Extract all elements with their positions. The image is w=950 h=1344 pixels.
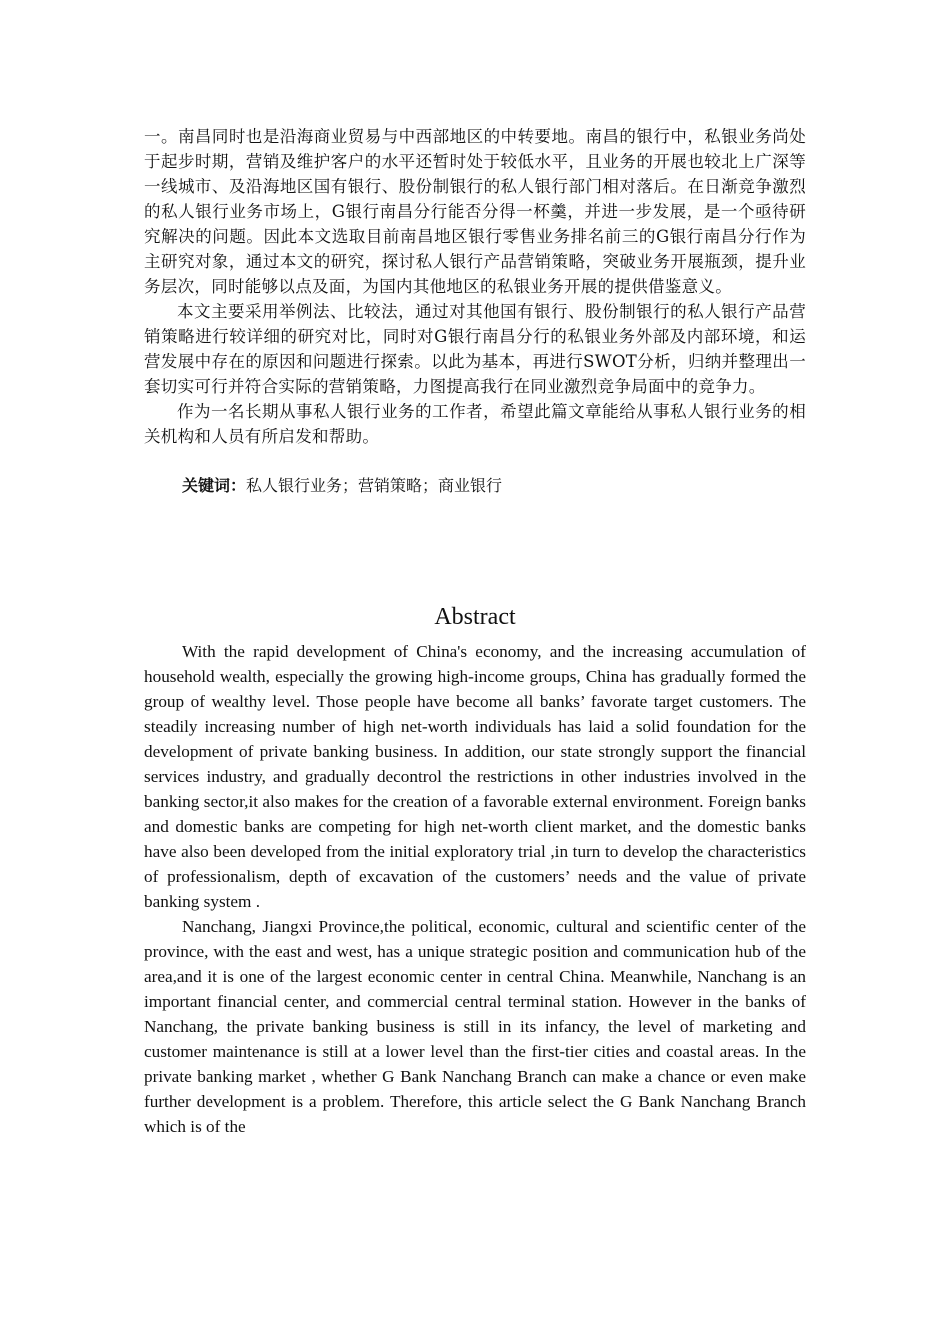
chinese-paragraph-1: 一。南昌同时也是沿海商业贸易与中西部地区的中转要地。南昌的银行中，私银业务尚处于起步时期，营销及维护客户的水平还暂时处于较低水平，且业务的开展也较北上广深等一线城市、及沿海地区国有银行、股份制银行的私人银行部门相对落后。在日渐竞争激烈的私人银行业务市场上，G银行南昌分行能否分得一杯羹，并进一步发展，是一个亟待研究解决的问题。因此本文选取目前南昌地区银行零售业务排名前三的G银行南昌分行作为主研究对象，通过本文的研究，探讨私人银行产品营销策略，突破业务开展瓶颈，提升业务层次，同时能够以点及面，为国内其他地区的私银业务开展的提供借鉴意义。 (144, 127, 806, 296)
chinese-paragraph-2: 本文主要采用举例法、比较法，通过对其他国有银行、股份制银行的私人银行产品营销策略进行较详细的研究对比，同时对G银行南昌分行的私银业务外部及内部环境，和运营发展中存在的原因和问题进行探索。以此为基本，再进行SWOT分析，归纳并整理出一套切实可行并符合实际的营销策略，力图提高我行在同业激烈竞争局面中的竞争力。 (144, 302, 806, 396)
abstract-paragraph-2: Nanchang, Jiangxi Province,the political, economic, cultural and scientific center of the province, with the east and west, has a unique strategic position and communication hub of the area,and it is one of the largest economic center in central China. Meanwhile, Nanchang is an important financial center, and commercial central terminal station. However in the banks of Nanchang, the private banking business is still in its infancy, the level of marketing and customer maintenance is still at a lower level than the first-tier cities and coastal areas. In the private banking market , whether G Bank Nanchang Branch can make a chance or even make further development is a problem. Therefore, this article select the G Bank Nanchang Branch which is of the (144, 917, 806, 1136)
abstract-paragraph-1: With the rapid development of China's economy, and the increasing accumulation of household wealth, especially the growing high-income groups, China has gradually formed the group of wealthy level. Those people have become all banks’ favorate target customers. The steadily increasing number of high net-worth individuals has laid a solid foundation for the development of private banking business. In addition, our state strongly support the financial services industry, and gradually decontrol the restrictions in other industries involved in the banking sector,it also makes for the creation of a favorable external environment. Foreign banks and domestic banks are competing for high net-worth client market, and the domestic banks have also been developed from the initial exploratory trial ,in turn to develop the characteristics of professionalism, depth of excavation of the customers’ needs and the value of private banking system . (144, 642, 806, 911)
keywords-value: 私人银行业务；营销策略；商业银行 (246, 476, 503, 495)
keywords-label: 关键词： (182, 476, 247, 495)
abstract-title: Abstract (434, 604, 516, 630)
keywords-line (144, 473, 806, 498)
chinese-paragraph-3: 作为一名长期从事私人银行业务的工作者，希望此篇文章能给从事私人银行业务的相关机构和人员有所启发和帮助。 (144, 402, 806, 446)
document-page (144, 124, 806, 1139)
